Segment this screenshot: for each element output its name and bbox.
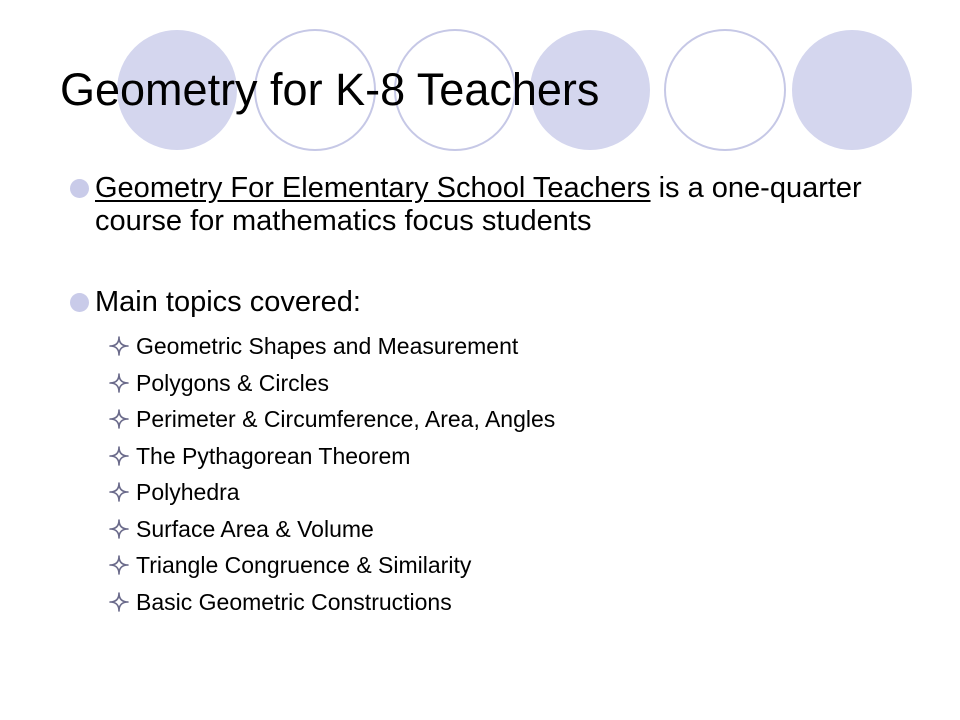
topic-item (108, 551, 868, 579)
topic-label: Geometric Shapes and Measurement (136, 333, 519, 359)
course-title-link[interactable]: Geometry For Elementary School Teachers (95, 172, 651, 204)
bullet-text (95, 172, 890, 238)
slide-title: Geometry for K-8 Teachers (60, 64, 600, 115)
diamond-outline-icon (108, 481, 130, 503)
diamond-outline-icon (108, 335, 130, 357)
diamond-outline-icon (108, 408, 130, 430)
diamond-outline-icon (108, 518, 130, 540)
bullet-text: Main topics covered: (95, 286, 361, 318)
topic-label: Polygons & Circles (136, 369, 330, 396)
topic-label: Surface Area & Volume (136, 515, 374, 542)
bullet-main-topics (70, 286, 890, 319)
deco-circle-6 (792, 30, 912, 150)
course-description-text: is a one-quarter course for mathematics focus students (95, 172, 862, 237)
filled-circle-icon (70, 179, 89, 198)
diamond-outline-icon (108, 372, 130, 394)
topic-label: Basic Geometric Constructions (136, 588, 452, 615)
topic-item (108, 478, 868, 506)
topic-item (108, 369, 868, 397)
topic-label: The Pythagorean Theorem (136, 442, 411, 469)
topic-item (108, 588, 868, 616)
topic-item (108, 405, 868, 433)
topic-label: Triangle Congruence & Similarity (136, 552, 472, 578)
topic-label: Polyhedra (136, 479, 240, 505)
topic-item (108, 332, 868, 360)
topic-label: Perimeter & Circumference, Area, Angles (136, 406, 556, 432)
bullet-course-description (70, 172, 890, 238)
diamond-outline-icon (108, 445, 130, 467)
topic-item (108, 442, 868, 470)
filled-circle-icon (70, 293, 89, 312)
deco-circle-5 (665, 30, 785, 150)
topic-item (108, 515, 868, 543)
diamond-outline-icon (108, 591, 130, 613)
diamond-outline-icon (108, 554, 130, 576)
